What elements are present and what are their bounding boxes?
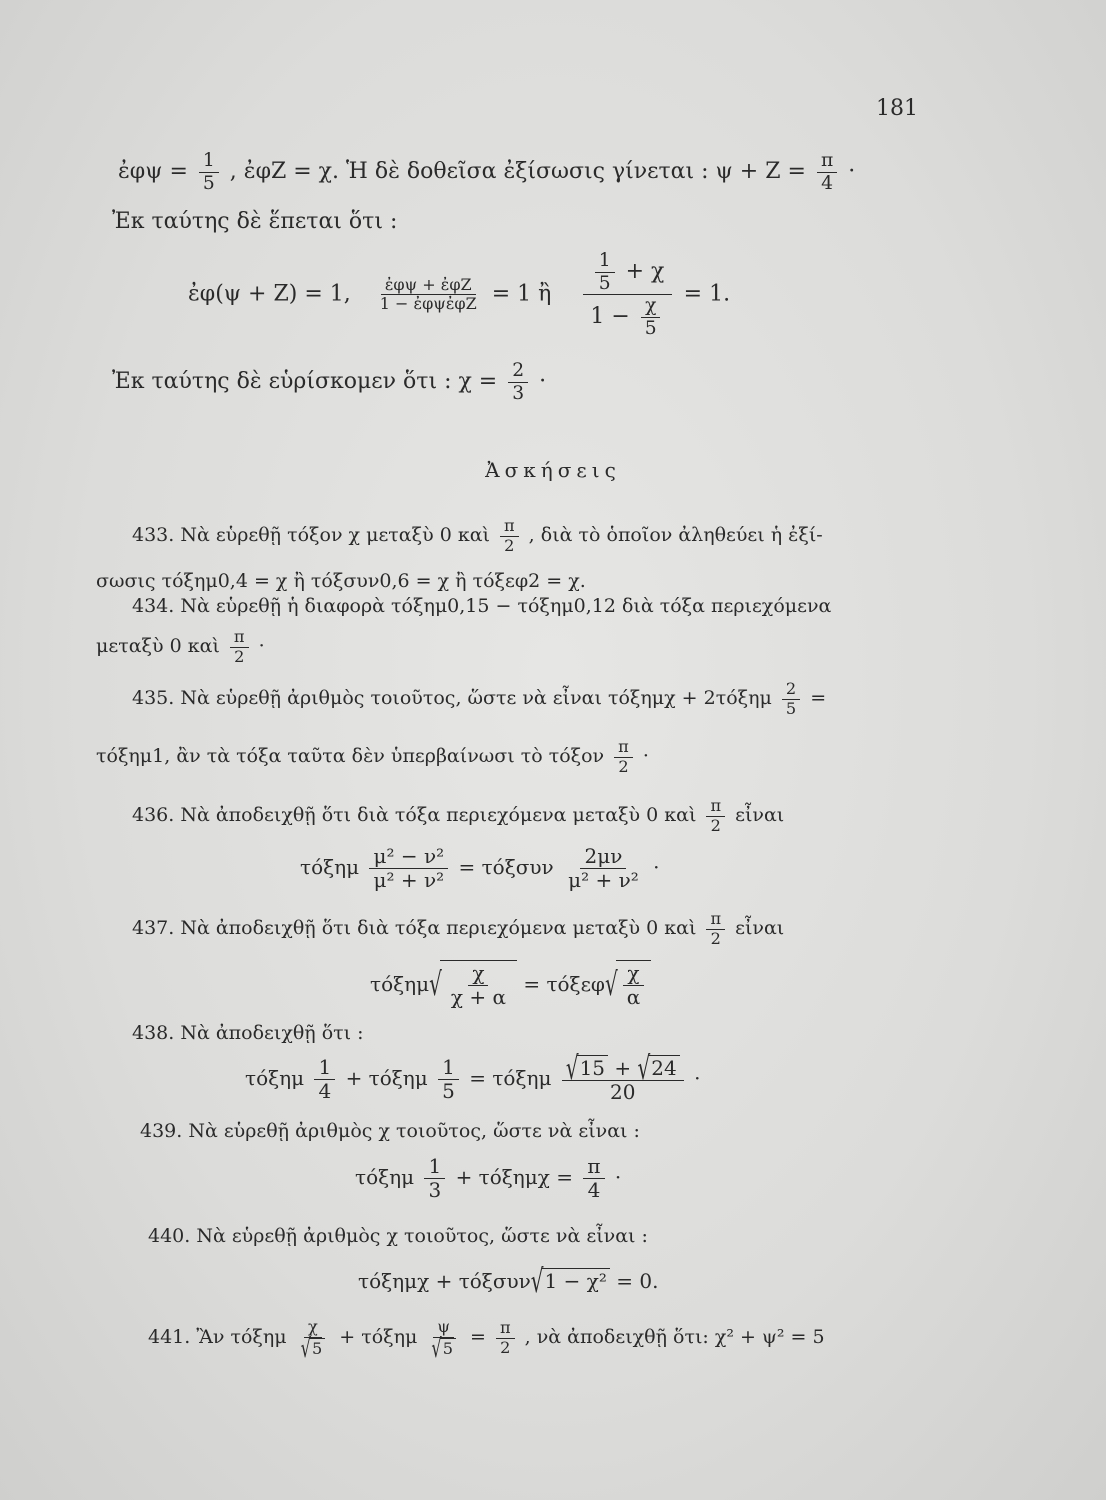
exercise-434-line-1: 434. Νὰ εὑρεθῇ ἡ διαφορὰ τόξημ0,15 − τόξημ0,12 διὰ τόξα περιεχόμενα xyxy=(132,595,832,617)
square-root: $\frac{\chi}{\alpha}$ xyxy=(616,960,652,1009)
text-line-2: Ἐκ ταύτης δὲ ἕπεται ὅτι : xyxy=(112,209,398,234)
fraction: $\frac{\pi}{4}$ xyxy=(583,1155,604,1202)
exercise-433-line-1: 433. Νὰ εὑρεθῇ τόξον χ μεταξὺ 0 καὶ $\frac{\pi}{2}$ , διὰ τὸ ὁποῖον ἀληθεύει ἡ ἐξί- xyxy=(132,516,823,555)
exercise-439-line-1: 439. Νὰ εὑρεθῇ ἀριθμὸς χ τοιοῦτος, ὥστε νὰ εἶναι : xyxy=(140,1120,640,1142)
exercise-437-equation: τόξημ√ $\frac{\chi}{\chi + \alpha}$ = τόξεφ√ $\frac{\chi}{\alpha}$ xyxy=(370,960,651,1009)
text-segment: ἐφψ = xyxy=(118,159,195,184)
square-root: 1 − χ² xyxy=(542,1268,610,1292)
text-segment: , ἐφΖ = χ. Ἡ δὲ δοθεῖσα ἐξίσωσις γίνεται : ψ + Ζ = xyxy=(229,159,813,184)
exercise-435-line-1: 435. Νὰ εὑρεθῇ ἀριθμὸς τοιοῦτος, ὥστε νὰ εἶναι τόξημχ + 2τόξημ $\frac{2}{5}$ = xyxy=(132,679,827,718)
exercise-434-line-2: μεταξὺ 0 καὶ $\frac{\pi}{2}$ · xyxy=(96,627,265,666)
fraction: $\frac{1}{5}$ xyxy=(438,1056,459,1103)
exercise-439-equation: τόξημ $\frac{1}{3}$ + τόξημχ = $\frac{\pi}{4}$ · xyxy=(355,1154,622,1202)
exercise-440-equation: τόξημχ + τόξσυν√1 − χ² = 0. xyxy=(358,1261,659,1301)
fraction: $\frac{\pi}{2}$ xyxy=(496,1319,515,1357)
compound-fraction: $\frac{1}{5}$ + χ 1 − $\frac{\chi}{5}$ xyxy=(582,250,672,339)
exercise-437-line-1: 437. Νὰ ἀποδειχθῇ ὅτι διὰ τόξα περιεχόμενα μεταξὺ 0 καὶ $\frac{\pi}{2}$ εἶναι xyxy=(132,909,785,948)
fraction: $\frac{\pi}{4}$ xyxy=(817,150,837,194)
exercise-438-equation: τόξημ $\frac{1}{4}$ + τόξημ $\frac{1}{5}$ = τόξημ $\frac{√15 + √24}{20}$ · xyxy=(245,1048,701,1104)
text-segment: Ἐκ ταύτης δὲ εὑρίσκομεν ὅτι : χ = xyxy=(112,369,505,394)
fraction: $\frac{2}{5}$ xyxy=(782,680,800,718)
fraction: $\frac{√15 + √24}{20}$ xyxy=(562,1055,684,1104)
fraction: $\frac{1}{5}$ xyxy=(199,150,219,194)
exercise-441-line-1: 441. Ἂν τόξημ $\frac{\chi}{√5}$ + τόξημ $\frac{\psi}{√5}$ = $\frac{\pi}{2}$ , νὰ ἀποδειχθῇ ὅτι: χ² + ψ² = 5 xyxy=(148,1317,825,1363)
fraction: $\frac{\text{μ² − ν²}}{\text{μ² + ν²}}$ xyxy=(369,845,448,892)
exercise-436-line-1: 436. Νὰ ἀποδειχθῇ ὅτι διὰ τόξα περιεχόμενα μεταξὺ 0 καὶ $\frac{\pi}{2}$ εἶναι xyxy=(132,796,785,835)
fraction: $\frac{2\mu\nu}{\text{μ² + ν²}}$ xyxy=(568,844,639,892)
fraction: $\frac{\pi}{2}$ xyxy=(706,910,725,948)
fraction: $\frac{\pi}{2}$ xyxy=(500,517,519,555)
fraction: $\frac{1}{4}$ xyxy=(314,1056,335,1103)
fraction: $\frac{2}{3}$ xyxy=(508,360,528,404)
text-segment: ἐφ(ψ + Ζ) = 1, xyxy=(188,281,351,307)
text-segment: = 1 ἢ xyxy=(491,281,552,307)
text-line-4: Ἐκ ταύτης δὲ εὑρίσκομεν ὅτι : χ = $\frac{2}{3}$ · xyxy=(112,360,547,404)
fraction: $\frac{\pi}{2}$ xyxy=(706,797,725,835)
exercise-435-line-2: τόξημ1, ἂν τὰ τόξα ταῦτα δὲν ὑπερβαίνωσι τὸ τόξον $\frac{\pi}{2}$ · xyxy=(96,737,649,776)
text-line-3: ἐφ(ψ + Ζ) = 1, $\frac{\text{ἐφψ + ἐφΖ}}{\text{1 − ἐφψἐφΖ}}$ = 1 ἢ $\frac{1}{5}$ + χ 1 − $\frac{\chi}{5}$ = 1. xyxy=(188,250,731,339)
page-number: 181 xyxy=(876,96,918,121)
fraction: $\frac{\pi}{2}$ xyxy=(614,738,633,776)
fraction: $\frac{\psi}{√5}$ xyxy=(427,1318,460,1358)
fraction: $\frac{\chi}{√5}$ xyxy=(297,1318,330,1358)
exercise-440-line-1: 440. Νὰ εὑρεθῇ ἀριθμὸς χ τοιοῦτος, ὥστε νὰ εἶναι : xyxy=(148,1225,648,1247)
section-heading: Ἀσκήσεις xyxy=(485,458,621,482)
text-line-1: ἐφψ = $\frac{1}{5}$ , ἐφΖ = χ. Ἡ δὲ δοθεῖσα ἐξίσωσις γίνεται : ψ + Ζ = $\frac{\pi}{4}$ · xyxy=(118,150,856,194)
exercise-433-line-2: σωσις τόξημ0,4 = χ ἢ τόξσυν0,6 = χ ἢ τόξεφ2 = χ. xyxy=(96,570,586,592)
fraction: $\frac{\pi}{2}$ xyxy=(230,628,249,666)
square-root: $\frac{\chi}{\chi + \alpha}$ xyxy=(440,960,517,1009)
exercise-436-equation: τόξημ $\frac{\text{μ² − ν²}}{\text{μ² + ν²}}$ = τόξσυν $\frac{2\mu\nu}{\text{μ² + ν²}}$ · xyxy=(300,844,660,892)
fraction: $\frac{\text{ἐφψ + ἐφΖ}}{\text{1 − ἐφψἐφΖ}}$ xyxy=(379,274,477,313)
fraction: $\frac{1}{3}$ xyxy=(424,1155,445,1202)
exercise-438-line-1: 438. Νὰ ἀποδειχθῇ ὅτι : xyxy=(132,1022,364,1044)
